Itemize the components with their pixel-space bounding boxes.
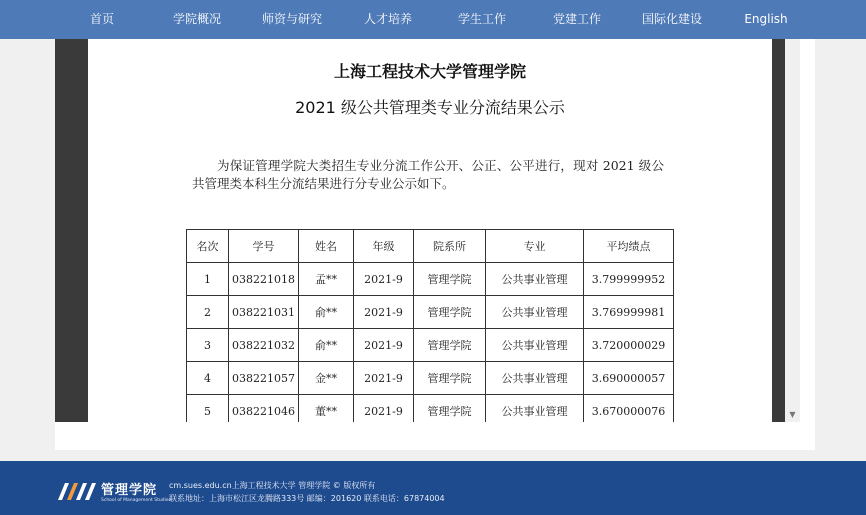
footer-copyright: cm.sues.edu.cn上海工程技术大学 管理学院 © 版权所有 [169, 481, 376, 490]
cell-major: 公共事业管理 [486, 329, 584, 362]
scroll-down-icon[interactable]: ▼ [789, 410, 796, 419]
cell-gpa: 3.769999981 [584, 296, 674, 329]
cell-name: 董** [299, 395, 354, 423]
cell-grade: 2021-9 [354, 362, 414, 395]
cell-student-id: 038221018 [229, 263, 299, 296]
nav-item-faculty-research[interactable]: 师资与研究 [261, 12, 322, 26]
cell-rank: 4 [187, 362, 229, 395]
cell-major: 公共事业管理 [486, 395, 584, 423]
pdf-page [88, 39, 772, 422]
header-grade: 年级 [354, 230, 414, 263]
cell-gpa: 3.670000076 [584, 395, 674, 423]
cell-student-id: 038221032 [229, 329, 299, 362]
cell-name: 俞** [299, 296, 354, 329]
table-row [187, 395, 674, 423]
cell-name: 金** [299, 362, 354, 395]
top-nav-bar [0, 0, 866, 39]
nav-item-english[interactable]: English [744, 12, 788, 26]
nav-item-student-affairs[interactable]: 学生工作 [457, 12, 506, 26]
cell-student-id: 038221031 [229, 296, 299, 329]
document-paragraph: 为保证管理学院大类招生专业分流工作公开、公正、公平进行，现对 2021 级公共管理类本科生分流结果进行分专业公示如下。 [192, 158, 664, 191]
nav-item-about[interactable]: 学院概况 [172, 12, 221, 26]
results-table [186, 229, 674, 422]
cell-department: 管理学院 [414, 329, 486, 362]
cell-student-id: 038221057 [229, 362, 299, 395]
document-subtitle: 2021 级公共管理类专业分流结果公示 [295, 98, 565, 117]
logo-text-en: School of Management Studies [101, 498, 171, 503]
cell-department: 管理学院 [414, 395, 486, 423]
cell-gpa: 3.799999952 [584, 263, 674, 296]
cell-name: 孟** [299, 263, 354, 296]
nav-item-international[interactable]: 国际化建设 [641, 12, 702, 26]
table-row [187, 329, 674, 362]
cell-gpa: 3.690000057 [584, 362, 674, 395]
table-row [187, 296, 674, 329]
cell-grade: 2021-9 [354, 395, 414, 423]
table-header-row [187, 230, 674, 263]
cell-rank: 2 [187, 296, 229, 329]
header-department: 院系所 [414, 230, 486, 263]
nav-item-education[interactable]: 人才培养 [363, 12, 412, 26]
viewer-scrollbar[interactable] [785, 39, 800, 422]
cell-major: 公共事业管理 [486, 296, 584, 329]
cell-rank: 5 [187, 395, 229, 423]
cell-department: 管理学院 [414, 362, 486, 395]
header-major: 专业 [486, 230, 584, 263]
logo-text-cn: 管理学院 [101, 483, 158, 498]
footer-contact: 联系地址：上海市松江区龙腾路333号 邮编：201620 联系电话：67874004 [169, 494, 445, 503]
header-rank: 名次 [187, 230, 229, 263]
cell-grade: 2021-9 [354, 296, 414, 329]
cell-gpa: 3.720000029 [584, 329, 674, 362]
header-gpa: 平均绩点 [584, 230, 674, 263]
nav-item-home[interactable]: 首页 [89, 12, 114, 26]
school-logo-icon [56, 480, 98, 502]
cell-department: 管理学院 [414, 263, 486, 296]
cell-major: 公共事业管理 [486, 362, 584, 395]
cell-rank: 3 [187, 329, 229, 362]
cell-department: 管理学院 [414, 296, 486, 329]
cell-grade: 2021-9 [354, 263, 414, 296]
table-row [187, 263, 674, 296]
cell-grade: 2021-9 [354, 329, 414, 362]
cell-rank: 1 [187, 263, 229, 296]
cell-student-id: 038221046 [229, 395, 299, 423]
cell-name: 俞** [299, 329, 354, 362]
cell-major: 公共事业管理 [486, 263, 584, 296]
table-row [187, 362, 674, 395]
header-student-id: 学号 [229, 230, 299, 263]
document-title: 上海工程技术大学管理学院 [333, 62, 526, 81]
site-footer [0, 461, 866, 515]
header-name: 姓名 [299, 230, 354, 263]
nav-item-party-building[interactable]: 党建工作 [552, 12, 601, 26]
